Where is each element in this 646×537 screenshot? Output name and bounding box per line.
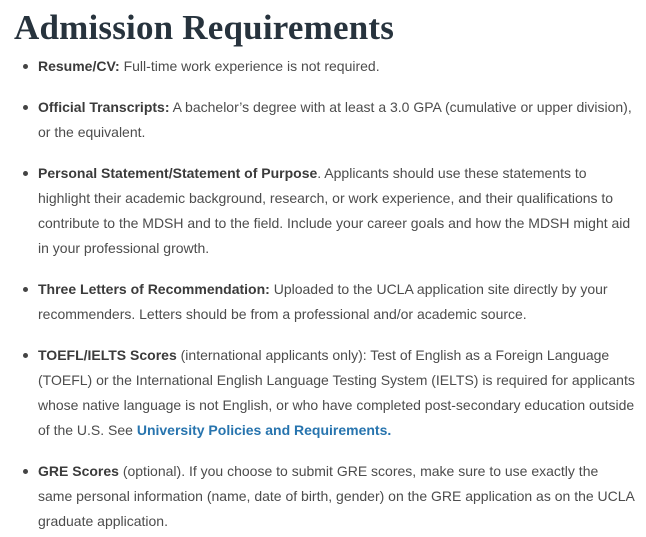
requirement-text: Uploaded to the UCLA application site directly by your recommenders. Letters should be from a professional and/or academic source.: [38, 281, 608, 322]
requirement-label: Personal Statement/Statement of Purpose: [38, 165, 318, 181]
requirement-label: TOEFL/IELTS Scores: [38, 347, 177, 363]
requirements-list: [14, 54, 636, 534]
requirement-label: Three Letters of Recommendation:: [38, 281, 270, 297]
requirement-item-gre-scores: [14, 459, 636, 534]
requirement-text: (international applicants only): Test of English as a Foreign Language (TOEFL) or the International English Language Testing System (IELTS) is required for applicants whose native language is not English, or who have completed post-secondary education outside of the U.S. See: [38, 347, 635, 438]
requirement-item-toefl-ielts-scores: [14, 343, 636, 443]
requirement-item-personal-statement: [14, 161, 636, 261]
requirement-text: Full-time work experience is not required.: [119, 58, 380, 74]
requirement-item-resume-cv: [14, 54, 636, 79]
requirement-label: Resume/CV:: [38, 58, 120, 74]
requirement-text: (optional). If you choose to submit GRE scores, make sure to use exactly the same personal information (name, date of birth, gender) on the GRE application as on the UCLA graduate application.: [38, 463, 635, 529]
requirement-label: GRE Scores: [38, 463, 119, 479]
requirement-text: . Applicants should use these statements to highlight their academic background, research, or work experience, and their qualifications to contribute to the MDSH and to the field. Include your career goals and how the MDSH might aid in your professional growth.: [38, 165, 631, 256]
university-policies-link[interactable]: University Policies and Requirements.: [136, 422, 392, 438]
requirement-item-letters-of-recommendation: [14, 277, 636, 327]
requirement-text: A bachelor’s degree with at least a 3.0 GPA (cumulative or upper division), or the equivalent.: [38, 99, 632, 140]
requirement-label: Official Transcripts:: [38, 99, 170, 115]
requirement-item-official-transcripts: [14, 95, 636, 145]
page-title: Admission Requirements: [14, 8, 395, 47]
